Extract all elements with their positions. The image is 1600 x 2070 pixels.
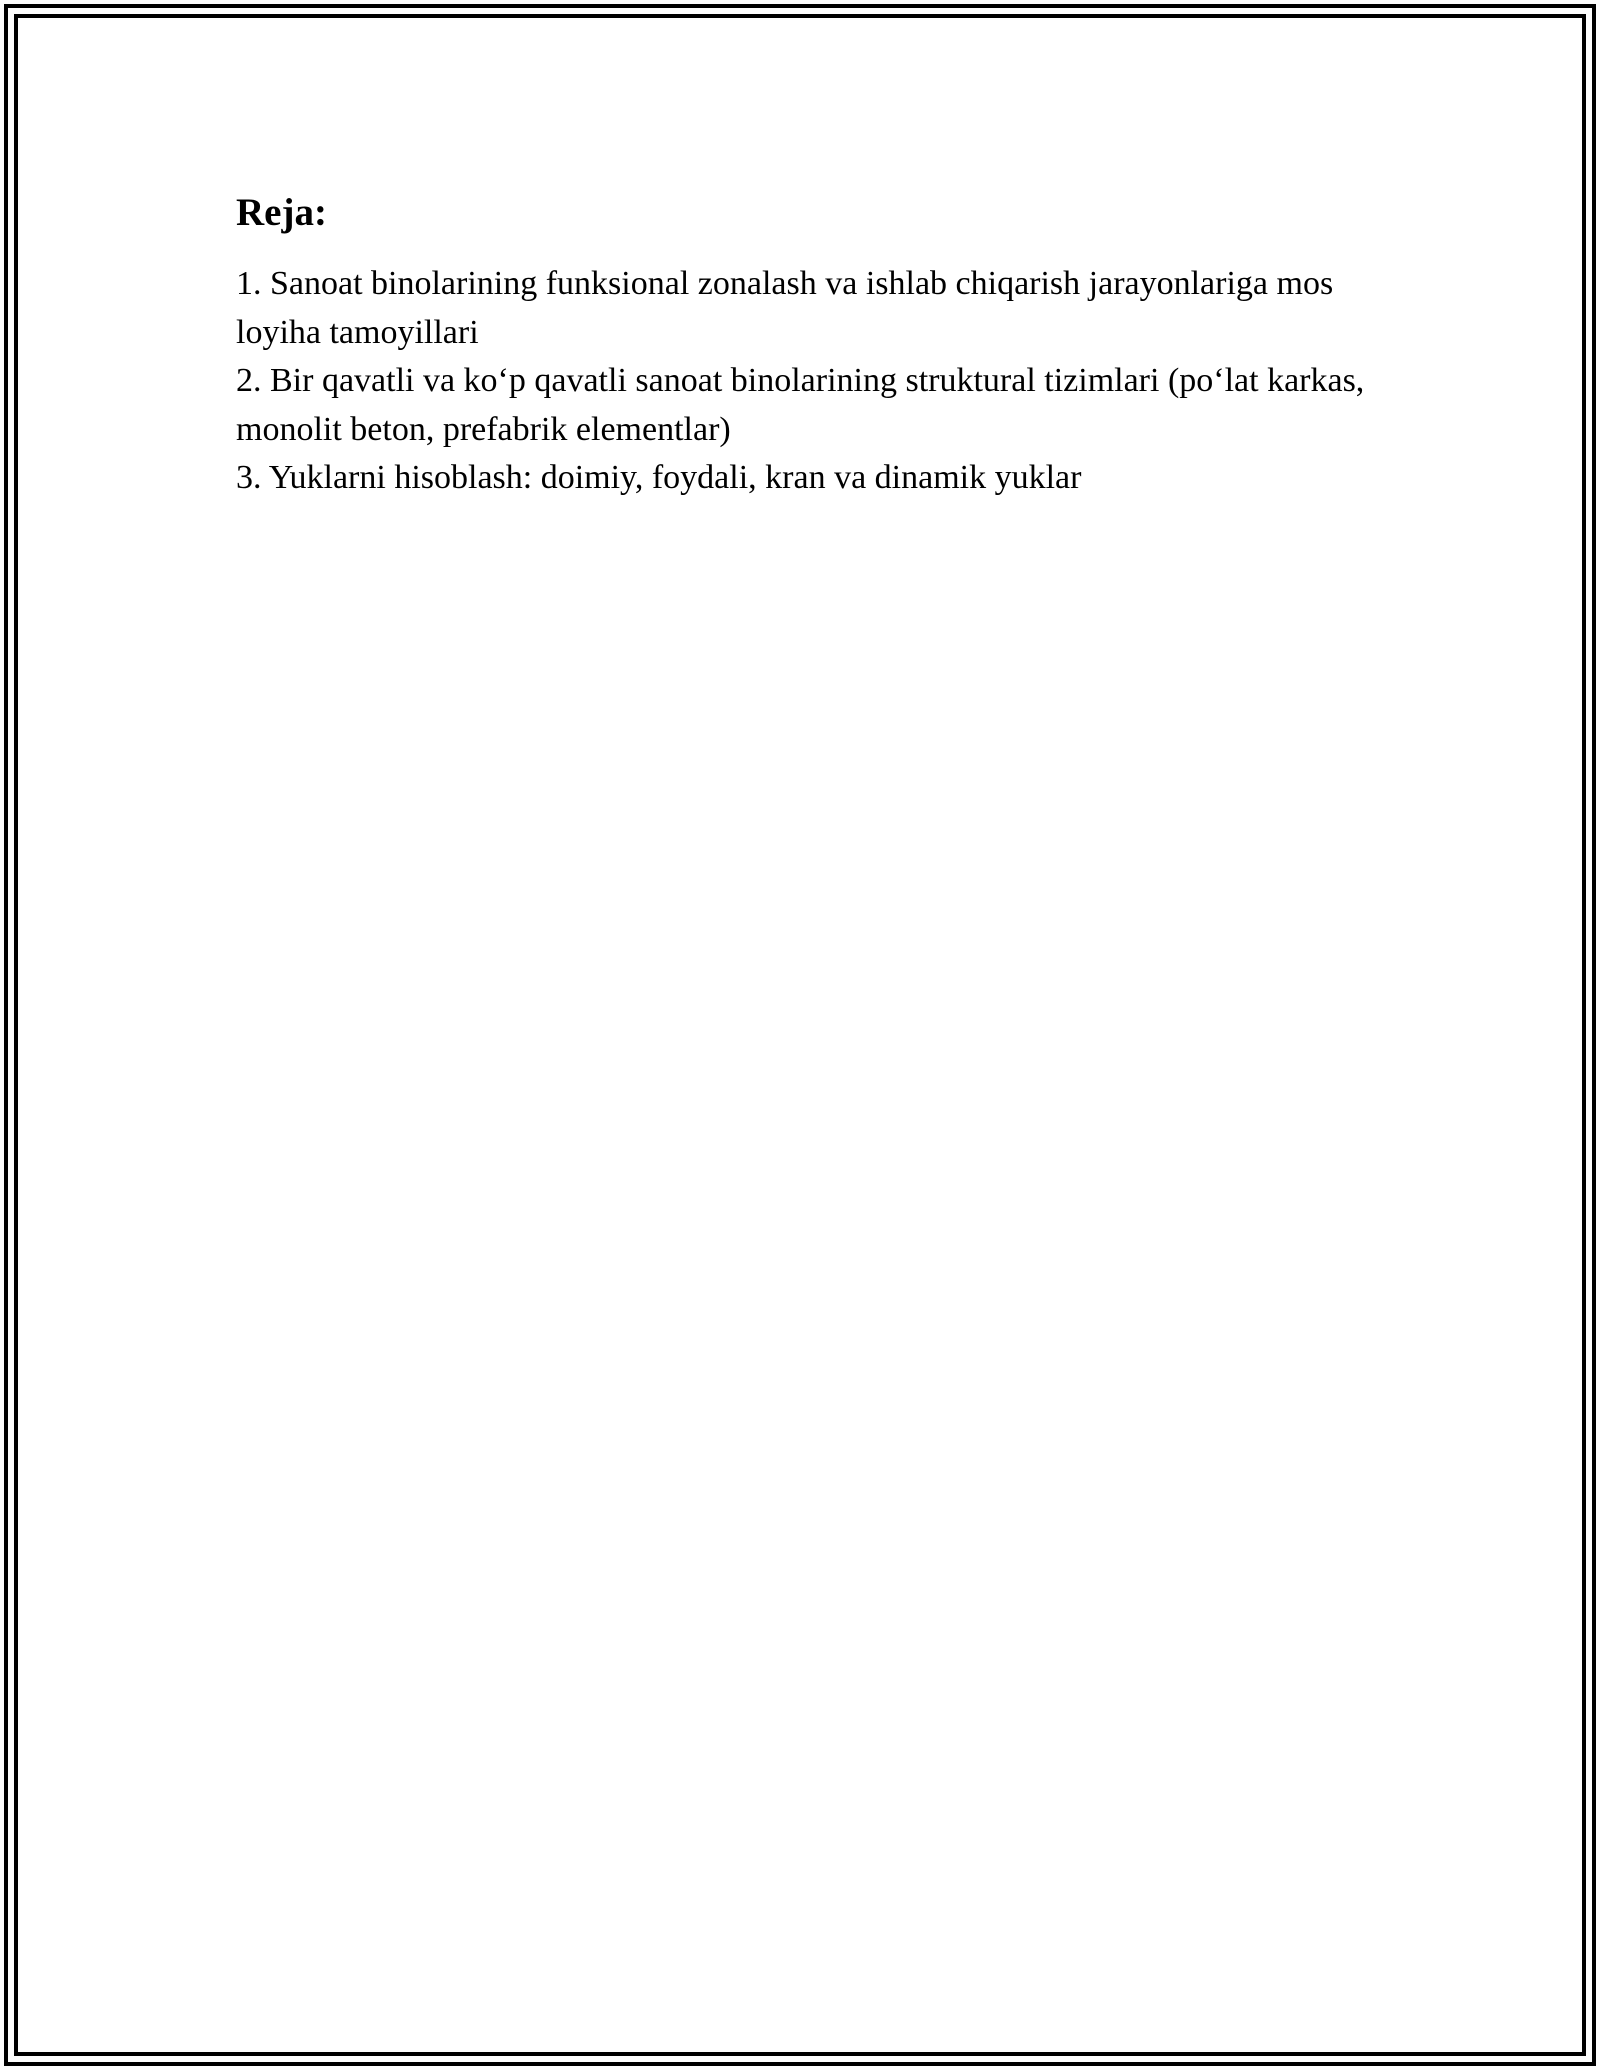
plan-item-1: 1. Sanoat binolarining funksional zonalash va ishlab chiqarish jarayonlariga mos loyiha tamoyillari [236, 265, 1334, 351]
plan-list [236, 260, 1366, 503]
plan-heading: Reja: [236, 191, 327, 234]
plan-item-2: 2. Bir qavatli va koʻp qavatli sanoat binolarining struktural tizimlari (poʻlat karkas, monolit beton, prefabrik elementlar) [236, 362, 1365, 448]
page-content [236, 188, 1366, 503]
plan-item-3: 3. Yuklarni hisoblash: doimiy, foydali, kran va dinamik yuklar [236, 459, 1082, 496]
